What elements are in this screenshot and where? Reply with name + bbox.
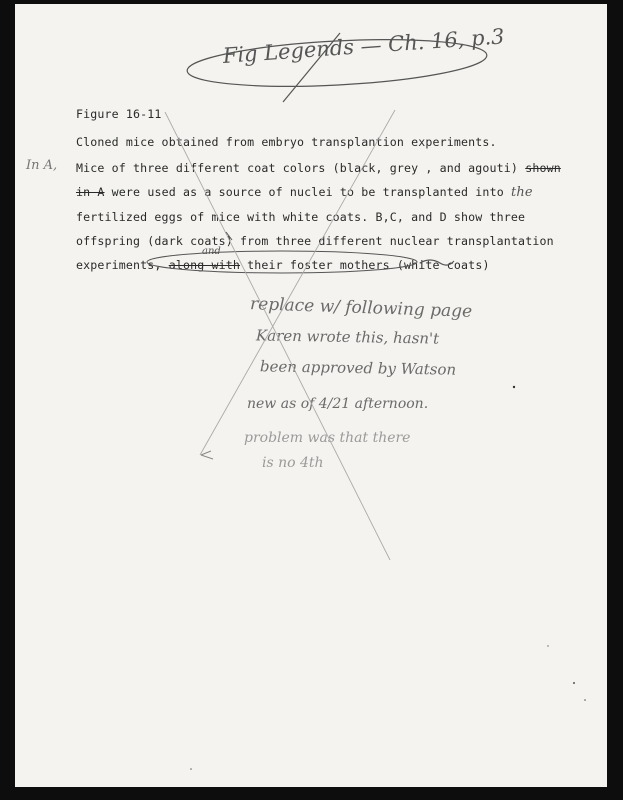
inserted-word-and: and bbox=[202, 246, 221, 257]
legend-line-4: fertilized eggs of mice with white coats. B,C, and D show three bbox=[76, 210, 526, 224]
legend-line-2-text: Mice of three different coat colors (black, grey , and agouti) bbox=[76, 161, 519, 175]
note-line-4: new as of 4/21 afternoon. bbox=[247, 396, 429, 412]
legend-line-6-text-a: experiments, bbox=[76, 258, 162, 272]
figure-label: Figure 16-11 bbox=[76, 107, 162, 121]
phrase-oval bbox=[147, 251, 417, 273]
cross-line-2 bbox=[200, 110, 395, 455]
struck-text-shown: shown bbox=[525, 161, 561, 175]
inserted-word-the: the bbox=[510, 185, 533, 200]
legend-line-1: Cloned mice obtained from embryo transplantion experiments. bbox=[76, 135, 497, 149]
legend-line-6-text-b: their foster mothers (white coats) bbox=[247, 258, 490, 272]
struck-text-in-a: in A bbox=[76, 185, 105, 199]
speck bbox=[547, 645, 548, 646]
speck bbox=[190, 768, 192, 770]
speck bbox=[584, 699, 586, 701]
note-line-6: is no 4th bbox=[262, 455, 324, 471]
legend-line-5: offspring (dark coats) from three different nuclear transplantation bbox=[76, 234, 554, 248]
speck bbox=[513, 386, 515, 388]
note-line-5: problem was that there bbox=[244, 430, 411, 446]
legend-line-3-text: were used as a source of nuclei to be transplanted into bbox=[111, 185, 504, 199]
header-ellipse bbox=[186, 33, 488, 93]
note-line-1: replace w/ following page bbox=[249, 294, 473, 322]
header-note: Fig Legends — Ch. 16, p.3 bbox=[222, 24, 506, 68]
note-line-3: been approved by Watson bbox=[259, 357, 457, 379]
end-squiggle bbox=[420, 260, 454, 265]
header-slash bbox=[283, 33, 340, 102]
note-line-2: Karen wrote this, hasn't bbox=[255, 326, 440, 348]
caret-mark bbox=[201, 451, 213, 459]
speck bbox=[573, 682, 575, 684]
margin-note: In A, bbox=[26, 158, 58, 173]
struck-text-along-with: along with bbox=[168, 258, 241, 272]
